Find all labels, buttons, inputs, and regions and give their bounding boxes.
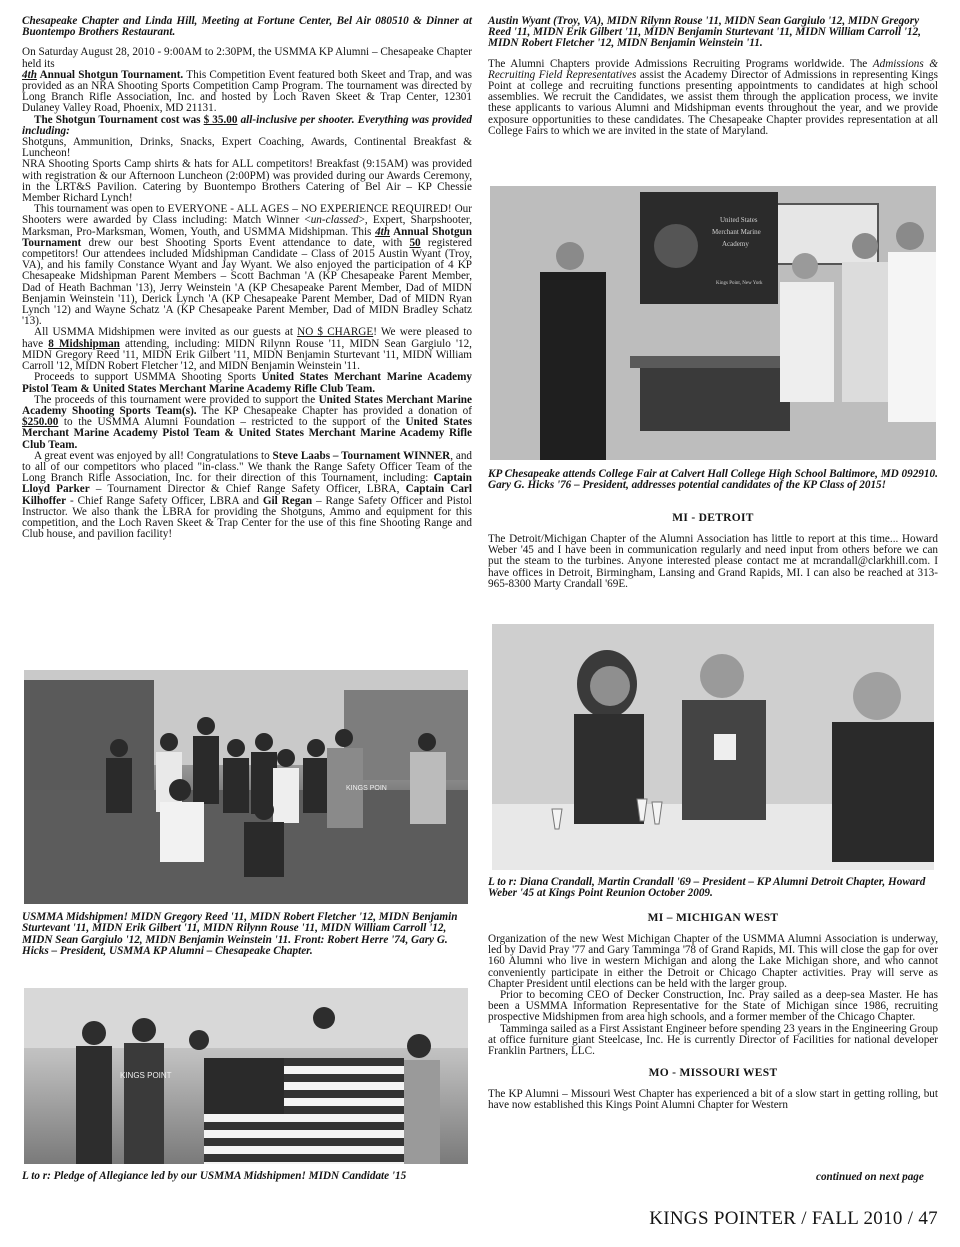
shirt-text-kings-point: KINGS POIN bbox=[346, 785, 387, 792]
midshipmen-names-continued: Austin Wyant (Troy, VA), MIDN Rilynn Rouse '11, MIDN Sean Gargiulo '12, MIDN Gregory Reed '11, MIDN Erik Gilbert '11, MIDN Benjamin Sturtevant '11, MIDN William Carroll '12, MIDN Robert Fletcher '12, MIDN Benjamin Weinstein '11. bbox=[488, 15, 921, 50]
heading-missouri-west: MO - MISSOURI WEST bbox=[648, 1067, 778, 1080]
caption-detroit: L to r: Diana Crandall, Martin Crandall '69 – President – KP Alumni Detroit Chapter, Howard Weber '45 at Kings Point Reunion October 2009. bbox=[488, 876, 926, 900]
paragraph-shirts: NRA Shooting Sports Camp shirts & hats for ALL competitors! Breakfast (9:15AM) was provided with registration & our Afternoon Luncheon (2:00PM) was provided during our Awards Ceremony, in the LRT&S Pavilion. Catering by Buontempo Brothers Catering of Bel Air – KP Chessie Member Richard Lynch! bbox=[22, 158, 472, 205]
photo-detroit-art bbox=[492, 624, 934, 870]
right-column bbox=[488, 16, 938, 137]
caption-college-fair: KP Chesapeake attends College Fair at Calvert Hall College High School Baltimore, MD 092910. Gary G. Hicks '76 – President, addresses potential candidates of the KP Class of 2015! bbox=[488, 468, 938, 492]
left-column bbox=[22, 16, 472, 540]
paragraph-thanks: A great event was enjoyed by all! Congratulations to Steve Laabs – Tournament WINNER, and to all of our competitors who placed "in-class." We thank the Range Safety Officer Team of the Long Branch Rifle Association, Inc. for their direction of this Tournament, including: Captain Lloyd Parker – Tournament Director & Chief Range Safety Officer, LBRA, Captain Carl Kilhoffer - Chief Range Safety Officer, LBRA and Gil Regan – Range Safety Officer and Pistol Instructor. We also thank the LBRA for providing the Shotguns, Ammo and equipment for this competition, and the Loch Raven Skeet & Trap Center for the use of this fine Shooting Range and Club house, and pavilion facility! bbox=[22, 449, 473, 541]
heading-detroit: MI - DETROIT bbox=[672, 512, 754, 524]
paragraph-included: Shotguns, Ammunition, Drinks, Snacks, Expert Coaching, Awards, Continental Breakfast & Luncheon! bbox=[22, 136, 472, 160]
photo-college-fair bbox=[490, 186, 936, 460]
photo-pledge-flag bbox=[24, 988, 468, 1164]
paragraph-detroit: The Detroit/Michigan Chapter of the Alumni Association has little to report at this time... Howard Weber '45 and I have been in communication regularly and need input from others before we can put the steam to the turbines. Anyone interested please contact me at mcrandall@clarkhill.com. I have offices in Detroit, Birmingham, Lansing and Grand Rapids, MI. I can also be reached at 313-965-8300 Marty Crandall '69E. bbox=[488, 533, 938, 590]
paragraph-donation: The proceeds of this tournament were provided to support the United States Merchant Marine Academy Shooting Sports Team(s). The KP Chesapeake Chapter has provided a donation of $250.00 to the USMMA Alumni Foundation – restricted to the support of the United States Merchant Marine Academy Pistol Team & United States Merchant Marine Academy Rifle Club Team. bbox=[22, 393, 472, 451]
paragraph-open: This tournament was open to EVERYONE - ALL AGES – NO EXPERIENCE REQUIRED! Our Shooters were awarded by Class including: Match Winner <un-classed>, Expert, Sharpshooter, Marksman, Pro-Marksman, Women, Youth, and USMMA Midshipman. This 4th Annual Shotgun Tournament drew our best Shooting Sports Event attendance to date, with 50 registered competitors! Our attendees included Midshipman Candidate – Class of 2015 Austin Wyant (Troy, VA), and his family Constance Wyant and Jay Wyant. We also enjoyed the participation of 4 KP Chesapeake Midshipman Parent Members – Scott Bachman 'A (KP Chesapeake Parent Member, Dad of Heath Bachman '13), Jerry Weinstein 'A (KP Chesapeake Parent Member, Dad of MIDN Benjamin Weinstein '11), Derick Lynch 'A (KP Chesapeake Parent Member, Dad of MIDN Ryan Lynch '12) and Wayne Schatz 'A (KP Chesapeake Parent Member, Dad of MIDN Bradley Schatz '13). bbox=[22, 203, 473, 328]
paragraph-cost: The Shotgun Tournament cost was $ 35.00 all-inclusive per shooter. Everything was provided including: bbox=[22, 113, 472, 137]
banner-line-4: Kings Point, New York bbox=[716, 281, 763, 286]
paragraph-midshipmen: All USMMA Midshipmen were invited as our guests at NO $ CHARGE! We were pleased to have 8 Midshipman attending, including: MIDN Rilynn Rouse '11, MIDN Sean Gargiulo '12, MIDN Gregory Reed '11, MIDN Erik Gilbert '11, MIDN Benjamin Sturtevant '11, MIDN William Carroll '12, MIDN Robert Fletcher '12, and MIDN Benjamin Weinstein '11. bbox=[22, 326, 473, 373]
banner-line-2: Merchant Marine bbox=[712, 228, 761, 236]
paragraph-west-2: Prior to becoming CEO of Decker Construction, Inc. Pray sailed as a deep-sea Master. He has been a USMMA Information Representative for the State of Michigan since 1986, recruiting prospective Midshipmen from area high schools, and a former member of the Chicago Chapter. bbox=[488, 989, 938, 1024]
continued-note: continued on next page bbox=[816, 1171, 924, 1183]
banner-line-1: United States bbox=[720, 216, 758, 224]
paragraph-west-3: Tamminga sailed as a First Assistant Engineer before spending 23 years in the Engineering Group at office furniture giant Steelcase, Inc. He is currently Director of Facilities for national developer Franklin Partners, LLC. bbox=[488, 1022, 938, 1058]
paragraph-proceeds: Proceeds to support USMMA Shooting Sports United States Merchant Marine Academy Pistol Team & United States Merchant Marine Academy Rifle Club Team. bbox=[22, 371, 473, 395]
photo-pledge-art bbox=[24, 988, 468, 1164]
caption-midshipmen: USMMA Midshipmen! MIDN Gregory Reed '11, MIDN Robert Fletcher '12, MIDN Benjamin Sturtevant '11, MIDN Erik Gilbert '11, MIDN Rilynn Rouse '11, MIDN William Carroll '12, MIDN Sean Gargiulo '12, MIDN Benjamin Weinstein '11. Front: Robert Herre '74, Gary G. Hicks – President, USMMA KP Alumni – Chesapeake Chapter. bbox=[22, 911, 458, 958]
michigan-west-section bbox=[488, 912, 938, 1112]
detroit-section bbox=[488, 512, 938, 590]
paragraph-admissions: The Alumni Chapters provide Admissions Recruiting Programs worldwide. The Admissions & Recruiting Field Representatives assist the Academy Director of Admissions in representing Kings Point at college and recruiting functions presenting appointments to candidates at high school assemblies. We recruit the Candidates, we assist them through the application process, we invite these applicants to various Alumni and Midshipman events throughout the year, and we provide exposure opportunities to these candidates. The Chesapeake Chapter provides representation at all College Fairs to which we are invited in the state of Maryland. bbox=[488, 57, 939, 137]
page-footer: KINGS POINTER / FALL 2010 / 47 bbox=[649, 1208, 938, 1229]
american-flag bbox=[204, 1058, 404, 1164]
banner-line-3: Academy bbox=[722, 240, 749, 248]
intro-title: Chesapeake Chapter and Linda Hill, Meeting at Fortune Center, Bel Air 080510 & Dinner at Buontempo Brothers Restaurant. bbox=[22, 15, 472, 39]
photo-midshipmen-art bbox=[24, 670, 468, 904]
paragraph-tournament: On Saturday August 28, 2010 - 9:00AM to 2:30PM, the USMMA KP Alumni – Chesapeake Chapter held its 4th Annual Shotgun Tournament. This Competition Event featured both Skeet and Trap, and was provided as an NRA Shooting Sports Competition Camp Program. The tournament was directed by Long Branch Rifle Association, Inc. and hosted by Loch Raven Skeet & Trap Center, 12301 Dulaney Valley Road, Phoenix, MD 21131. bbox=[22, 46, 472, 115]
paragraph-missouri: The KP Alumni – Missouri West Chapter has experienced a bit of a slow start in getting rolling, but have now established this Kings Point Alumni Chapter for Western bbox=[488, 1088, 938, 1112]
photo-midshipmen-group bbox=[24, 670, 468, 904]
photo-detroit-reunion bbox=[492, 624, 934, 870]
caption-pledge: L to r: Pledge of Allegiance led by our USMMA Midshipmen! MIDN Candidate '15 bbox=[22, 1170, 407, 1182]
heading-michigan-west: MI – MICHIGAN WEST bbox=[647, 912, 779, 924]
shirt-text-kings-point-2: KINGS POINT bbox=[120, 1071, 172, 1080]
paragraph-west-1: Organization of the new West Michigan Chapter of the USMMA Alumni Association is underway, led by David Pray '77 and Gary Tamminga '78 of Grand Rapids, MI. This will close the gap for over 160 Alumni who live in western Michigan and along the Lake Michigan shore, and who cannot conveniently participate in either the Detroit or Chicago Chapter activities. Pray will serve as Chapter President until elections can be held with the larger group. bbox=[488, 933, 938, 990]
photo-college-fair-art bbox=[490, 186, 936, 460]
